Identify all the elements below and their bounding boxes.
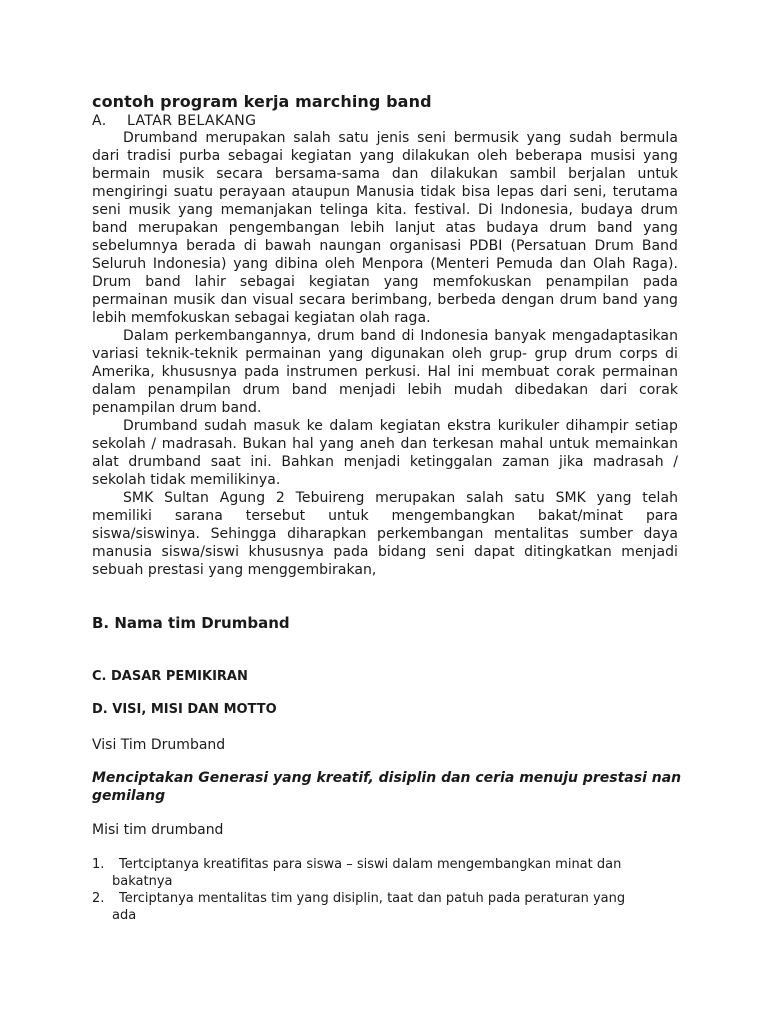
latar-belakang-body bbox=[92, 129, 678, 579]
list-item-text: Terciptanya mentalitas tim yang disiplin, taat dan patuh pada peraturan yang ada bbox=[112, 891, 626, 923]
section-a-title: LATAR BELAKANG bbox=[127, 113, 257, 129]
section-b-title: Nama tim Drumband bbox=[114, 614, 290, 632]
misi-list bbox=[92, 856, 652, 924]
document-title: contoh program kerja marching band bbox=[92, 92, 432, 111]
list-item bbox=[92, 856, 652, 890]
misi-label: Misi tim drumband bbox=[92, 822, 224, 838]
visi-statement: Menciptakan Generasi yang kreatif, disiplin dan ceria menuju prestasi nan gemilang bbox=[92, 770, 682, 804]
list-item bbox=[92, 890, 652, 924]
paragraph-1: Drumband merupakan salah satu jenis seni bermusik yang sudah bermula dari tradisi purba sebagai kegiatan yang dilakukan oleh beberapa musisi yang bermain musik secara bersama-sama dan dilakukan sambil berjalan untuk mengiringi suatu perayaan ataupun Manusia tidak bisa lepas dari seni, terutama seni musik yang memanjakan telinga kita. festival. Di Indonesia, budaya drum band merupakan pengembangan lebih lanjut atas budaya drum band yang sebelumnya berada di bawah naungan organisasi PDBI (Persatuan Drum Band Seluruh Indonesia) yang dibina oleh Menpora (Menteri Pemuda dan Olah Raga). Drum band lahir sebagai kegiatan yang memfokuskan penampilan pada permainan musik dan visual secara berimbang, berbeda dengan drum band yang lebih memfokuskan sebagai kegiatan olah raga. bbox=[92, 130, 678, 326]
paragraph-2: Dalam perkembangannya, drum band di Indonesia banyak mengadaptasikan variasi teknik-teknik permainan yang digunakan oleh grup- grup drum corps di Amerika, khususnya pada instrumen perkusi. Hal ini membuat corak permainan dalam penampilan drum band menjadi lebih mudah dibedakan dari corak penampilan drum band. bbox=[92, 328, 678, 416]
list-item-number: 1. bbox=[92, 857, 105, 872]
paragraph-4: SMK Sultan Agung 2 Tebuireng merupakan salah satu SMK yang telah memiliki sarana tersebut untuk mengembangkan bakat/minat para siswa/siswinya. Sehingga diharapkan perkembangan mentalitas sumber daya manusia siswa/siswi khususnya pada bidang seni dapat ditingkatkan menjadi sebuah prestasi yang menggembirakan, bbox=[92, 490, 678, 578]
paragraph-3: Drumband sudah masuk ke dalam kegiatan ekstra kurikuler dihampir setiap sekolah / madrasah. Bukan hal yang aneh dan terkesan mahal untuk memainkan alat drumband saat ini. Bahkan menjadi ketinggalan zaman jika madrasah / sekolah tidak memilikinya. bbox=[92, 418, 678, 488]
section-a-letter: A. bbox=[92, 113, 107, 129]
list-item-text: Tertciptanya kreatifitas para siswa – siswi dalam mengembangkan minat dan bakatnya bbox=[112, 857, 622, 889]
section-c-heading: C. DASAR PEMIKIRAN bbox=[92, 669, 248, 684]
section-b-heading bbox=[92, 614, 290, 632]
section-b-letter: B. bbox=[92, 614, 110, 632]
list-item-number: 2. bbox=[92, 891, 105, 906]
visi-label: Visi Tim Drumband bbox=[92, 737, 226, 753]
section-a-heading bbox=[92, 113, 256, 129]
section-d-heading: D. VISI, MISI DAN MOTTO bbox=[92, 702, 277, 717]
